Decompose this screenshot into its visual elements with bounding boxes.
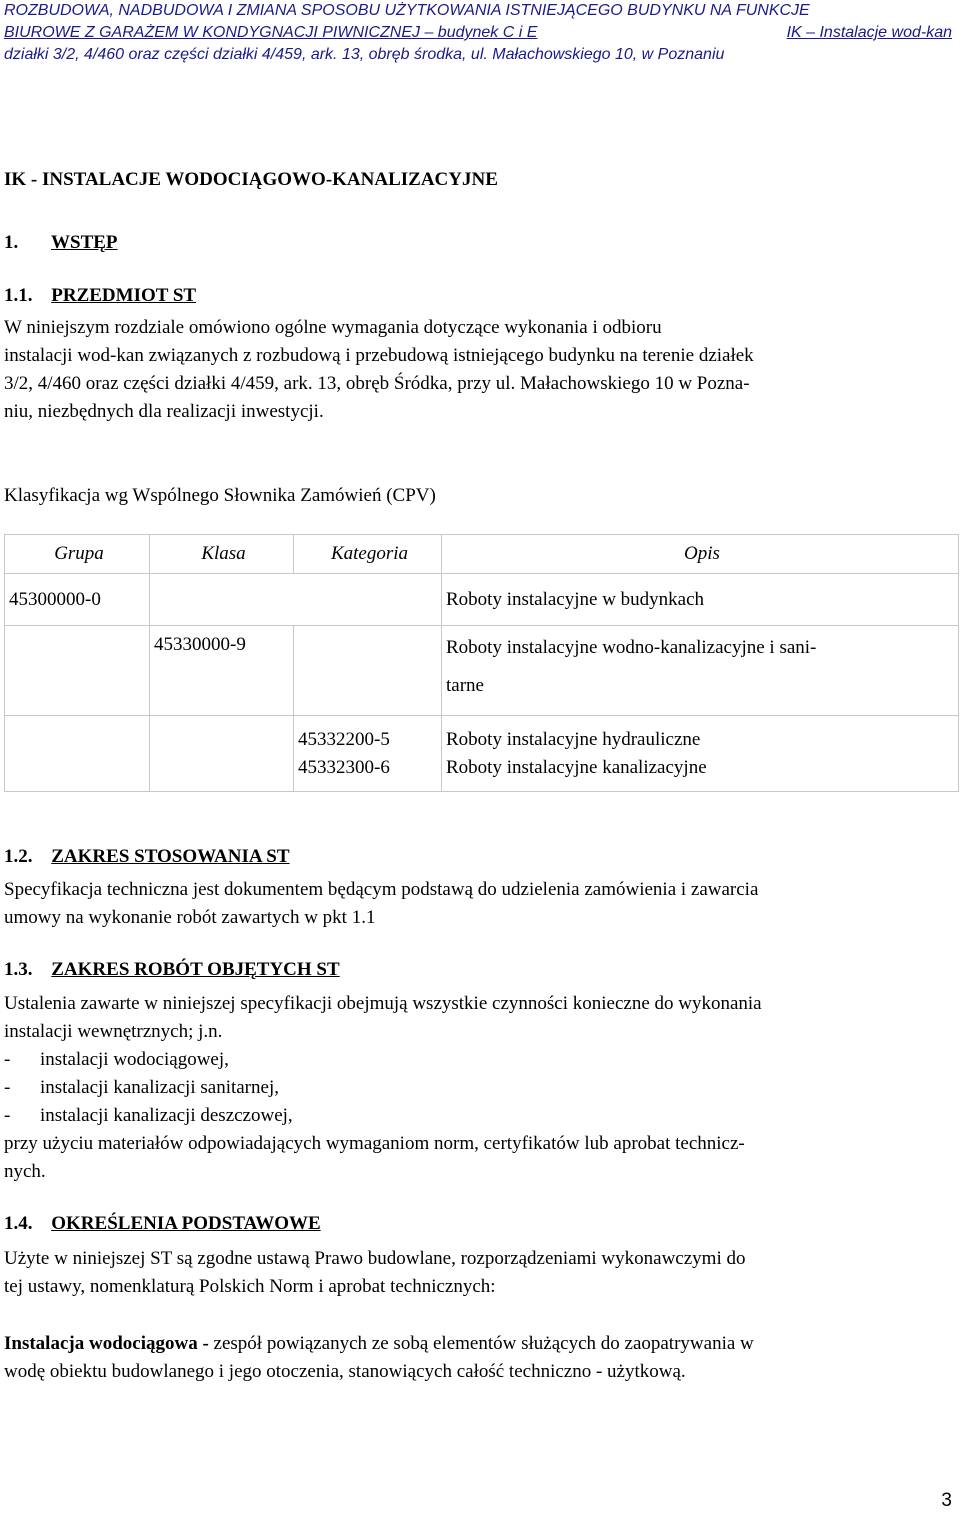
paragraph-line: Ustalenia zawarte w niniejszej specyfikacji obejmują wszystkie czynności konieczne do wykonania	[4, 993, 762, 1014]
table-header-row	[5, 535, 959, 574]
paragraph-line: instalacji wod-kan związanych z rozbudową i przebudową istniejącego budynku na terenie działek	[4, 345, 754, 366]
section-1-1-body	[4, 314, 954, 426]
section-1-1-heading	[4, 282, 196, 310]
cpv-description-line: Roboty instalacyjne kanalizacyjne	[446, 756, 707, 778]
empty-cell	[5, 716, 150, 792]
table-row	[5, 626, 959, 716]
table-row	[5, 574, 959, 626]
page-header	[4, 0, 952, 66]
list-item	[4, 1046, 954, 1074]
section-1-2-number: 1.2.	[4, 846, 33, 867]
section-1-4-body	[4, 1245, 954, 1301]
definition-text: zespół powiązanych ze sobą elementów służących do zaopatrywania w	[208, 1333, 754, 1354]
section-1-1-number: 1.1.	[4, 285, 33, 306]
header-line-1: ROZBUDOWA, NADBUDOWA I ZMIANA SPOSOBU UŻYTKOWANIA ISTNIEJĄCEGO BUDYNKU NA FUNKCJE	[4, 2, 810, 19]
section-1-4-number: 1.4.	[4, 1213, 33, 1234]
cpv-category-code: 45332200-5	[298, 728, 390, 750]
bullet-dash: -	[4, 1105, 11, 1126]
paragraph-line: Specyfikacja techniczna jest dokumentem będącym podstawą do udzielenia zamówienia i zawarcia	[4, 879, 759, 900]
cpv-description: Roboty instalacyjne w budynkach	[442, 574, 959, 626]
cpv-description-line: Roboty instalacyjne hydrauliczne	[446, 728, 701, 750]
header-line-2-right: IK – Instalacje wod-kan	[786, 24, 952, 41]
paragraph-line: przy użyciu materiałów odpowiadających wymaganiom norm, certyfikatów lub aprobat technicz-	[4, 1133, 745, 1154]
section-1-number: 1.	[4, 232, 19, 253]
section-1-2-heading	[4, 843, 290, 871]
section-1-title: WSTĘP	[51, 232, 118, 253]
cpv-category-code: 45332300-6	[298, 756, 390, 778]
document-title: IK - INSTALACJE WODOCIĄGOWO-KANALIZACYJNE	[4, 169, 498, 190]
table-row	[5, 716, 959, 792]
paragraph-line: instalacji wewnętrznych; j.n.	[4, 1021, 223, 1042]
definition	[4, 1330, 954, 1386]
paragraph-line: umowy na wykonanie robót zawartych w pkt 1.1	[4, 907, 376, 928]
section-1-1-title: PRZEDMIOT ST	[51, 285, 197, 306]
paragraph-line: tej ustawy, nomenklaturą Polskich Norm i aprobat technicznych:	[4, 1276, 496, 1297]
paragraph-line: nych.	[4, 1161, 46, 1182]
bullet-dash: -	[4, 1077, 11, 1098]
header-line-2-left: BIUROWE Z GARAŻEM W KONDYGNACJI PIWNICZNEJ – budynek C i E	[4, 24, 538, 41]
definition-term: Instalacja wodociągowa -	[4, 1333, 209, 1354]
paragraph-line: Użyte w niniejszej ST są zgodne ustawą Prawo budowlane, rozporządzeniami wykonawczymi do	[4, 1248, 746, 1269]
paragraph-line: 3/2, 4/460 oraz części działki 4/459, ark. 13, obręb Śródka, przy ul. Małachowskiego 10 w Pozna-	[4, 373, 750, 394]
section-1-3-heading	[4, 956, 340, 984]
cpv-category-codes	[294, 716, 442, 792]
section-1-3-body	[4, 990, 954, 1186]
paragraph-line: niu, niezbędnych dla realizacji inwestycji.	[4, 401, 324, 422]
empty-cell	[5, 626, 150, 716]
section-1-heading	[4, 229, 118, 257]
header-line-2	[4, 22, 952, 44]
column-header-description: Opis	[442, 535, 959, 574]
column-header-category: Kategoria	[294, 535, 442, 574]
section-1-2-body	[4, 876, 954, 932]
cpv-description-line: tarne	[446, 675, 484, 696]
column-header-group: Grupa	[5, 535, 150, 574]
section-1-3-title: ZAKRES ROBÓT OBJĘTYCH ST	[51, 959, 340, 980]
cpv-description	[442, 716, 959, 792]
cpv-description-line: Roboty instalacyjne wodno-kanalizacyjne i sani-	[446, 637, 817, 658]
list-item	[4, 1074, 954, 1102]
section-1-2-title: ZAKRES STOSOWANIA ST	[51, 846, 290, 867]
section-1-3-number: 1.3.	[4, 959, 33, 980]
bullet-dash: -	[4, 1049, 11, 1070]
section-1-4-heading	[4, 1210, 321, 1238]
header-line-3: działki 3/2, 4/460 oraz części działki 4/459, ark. 13, obręb środka, ul. Małachowskiego 10, w Poznaniu	[4, 46, 725, 63]
empty-cell	[150, 574, 442, 626]
page-number: 3	[941, 1490, 952, 1511]
list-item-text: instalacji kanalizacji sanitarnej,	[40, 1077, 279, 1098]
list-item-text: instalacji wodociągowej,	[40, 1049, 229, 1070]
column-header-class: Klasa	[150, 535, 294, 574]
empty-cell	[294, 626, 442, 716]
cpv-class-code: 45330000-9	[150, 626, 294, 716]
empty-cell	[150, 716, 294, 792]
cpv-description	[442, 626, 959, 716]
section-1-4-title: OKREŚLENIA PODSTAWOWE	[51, 1213, 321, 1234]
cpv-table	[4, 534, 959, 792]
definition-text: wodę obiektu budowlanego i jego otoczenia, stanowiących całość techniczno - użytkową.	[4, 1361, 686, 1382]
paragraph-line: W niniejszym rozdziale omówiono ogólne wymagania dotyczące wykonania i odbioru	[4, 317, 662, 338]
list-item	[4, 1102, 954, 1130]
cpv-group-code: 45300000-0	[5, 574, 150, 626]
cpv-caption: Klasyfikacja wg Wspólnego Słownika Zamówień (CPV)	[4, 485, 436, 506]
list-item-text: instalacji kanalizacji deszczowej,	[40, 1105, 293, 1126]
